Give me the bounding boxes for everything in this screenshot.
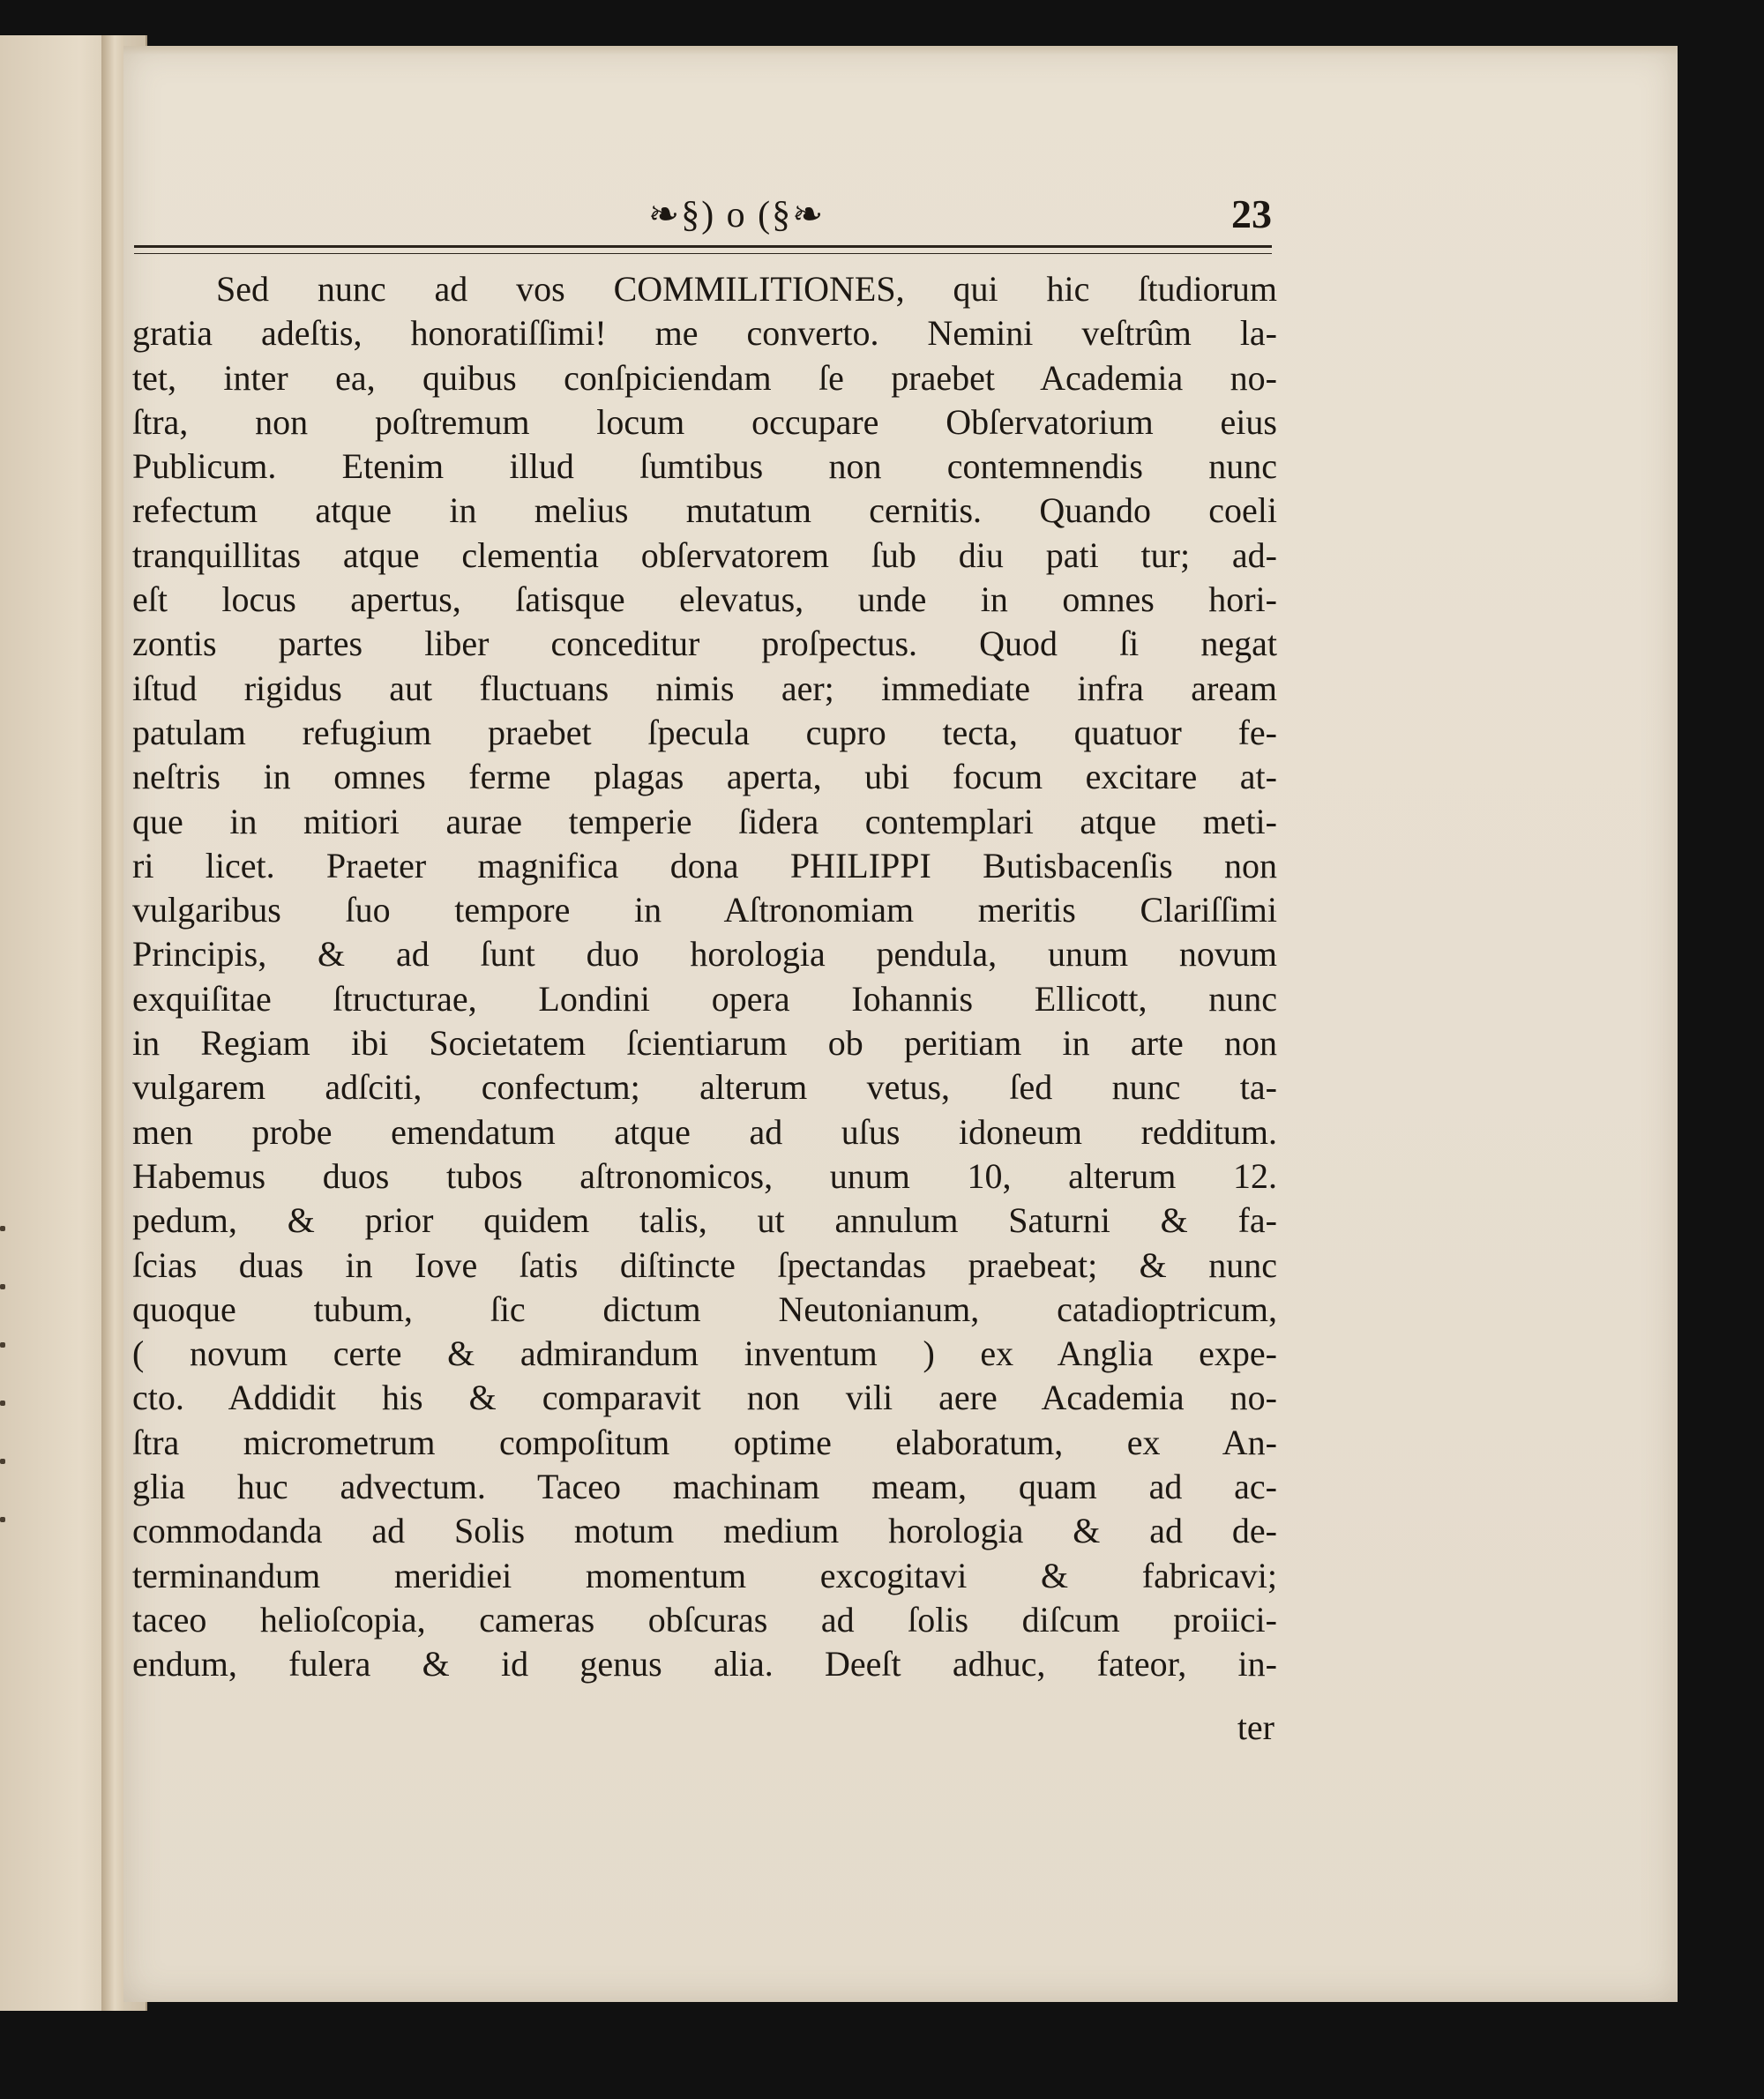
text-line: ( novum certe & admirandum inventum ) ex Anglia expe- xyxy=(132,1333,1277,1374)
text-line: ſcias duas in Iove ſatis diſtincte ſpectandas praebeat; & nunc xyxy=(132,1244,1277,1285)
text-line: in Regiam ibi Societatem ſcientiarum ob peritiam in arte non xyxy=(132,1023,1277,1064)
text-line: Habemus duos tubos aſtronomicos, unum 10, alterum 12. xyxy=(132,1155,1277,1196)
text-line: Publicum. Etenim illud ſumtibus non contemnendis nunc xyxy=(132,446,1277,487)
text-line: refectum atque in melius mutatum cernitis. Quando coeli xyxy=(132,490,1277,531)
text-line: iſtud rigidus aut fluctuans nimis aer; immediate infra aream xyxy=(132,668,1277,708)
text-line: ſtra micrometrum compoſitum optime elaboratum, ex An- xyxy=(132,1422,1277,1462)
body-text xyxy=(132,267,1277,1687)
text-line: tranquillitas atque clementia obſervatorem ſub diu pati tur; ad- xyxy=(132,534,1277,575)
text-line: eſt locus apertus, ſatisque elevatus, unde in omnes hori- xyxy=(132,579,1277,620)
text-line: que in mitiori aurae temperie ſidera contemplari atque meti- xyxy=(132,801,1277,841)
page-top-edge xyxy=(123,46,1678,55)
text-line: exquiſitae ſtructurae, Londini opera Iohannis Ellicott, nunc xyxy=(132,978,1277,1019)
text-line: cto. Addidit his & comparavit non vili aere Academia no- xyxy=(132,1378,1277,1418)
text-line: Sed nunc ad vos COMMILITIONES, qui hic ſtudiorum xyxy=(216,269,1277,309)
header-rule xyxy=(134,245,1272,254)
text-line: vulgaribus ſuo tempore in Aſtronomiam meritis Clariſſimi xyxy=(132,890,1277,930)
text-line: endum, fulera & id genus alia. Deeſt adhuc, fateor, in- xyxy=(132,1644,1277,1684)
text-line: taceo helioſcopia, cameras obſcuras ad ſolis diſcum proiici- xyxy=(132,1599,1277,1640)
text-line: ſtra, non poſtremum locum occupare Obſervatorium eius xyxy=(132,401,1277,442)
text-line: vulgarem adſciti, confectum; alterum vetus, ſed nunc ta- xyxy=(132,1067,1277,1108)
running-header xyxy=(132,192,1272,245)
page-number: 23 xyxy=(1231,191,1272,236)
text-line: commodanda ad Solis motum medium horologia & ad de- xyxy=(132,1511,1277,1551)
text-line: ri licet. Praeter magnifica dona PHILIPPI Butisbacenſis non xyxy=(132,845,1277,885)
header-ornament: ❧§) o (§❧ xyxy=(648,195,826,235)
text-line: neſtris in omnes ferme plagas aperta, ubi focum excitare at- xyxy=(132,757,1277,797)
text-line: quoque tubum, ſic dictum Neutonianum, catadioptricum, xyxy=(132,1289,1277,1329)
text-line: Principis, & ad ſunt duo horologia pendula, unum novum xyxy=(132,934,1277,975)
facing-page-marks xyxy=(0,1226,18,1575)
text-line: gratia adeſtis, honoratiſſimi! me converto. Nemini veſtrûm la- xyxy=(132,313,1277,354)
text-line: tet, inter ea, quibus conſpiciendam ſe praebet Academia no- xyxy=(132,357,1277,398)
text-line: glia huc advectum. Taceo machinam meam, quam ad ac- xyxy=(132,1467,1277,1507)
text-line: patulam refugium praebet ſpecula cupro tecta, quatuor fe- xyxy=(132,712,1277,752)
text-line: terminandum meridiei momentum excogitavi & fabricavi; xyxy=(132,1555,1277,1595)
book-gutter xyxy=(101,35,123,2011)
text-line: men probe emendatum atque ad uſus idoneum redditum. xyxy=(132,1111,1277,1152)
catchword: ter xyxy=(1237,1707,1274,1747)
text-line: pedum, & prior quidem talis, ut annulum Saturni & fa- xyxy=(132,1200,1277,1241)
text-line: zontis partes liber conceditur proſpectus. Quod ſi negat xyxy=(132,624,1277,664)
